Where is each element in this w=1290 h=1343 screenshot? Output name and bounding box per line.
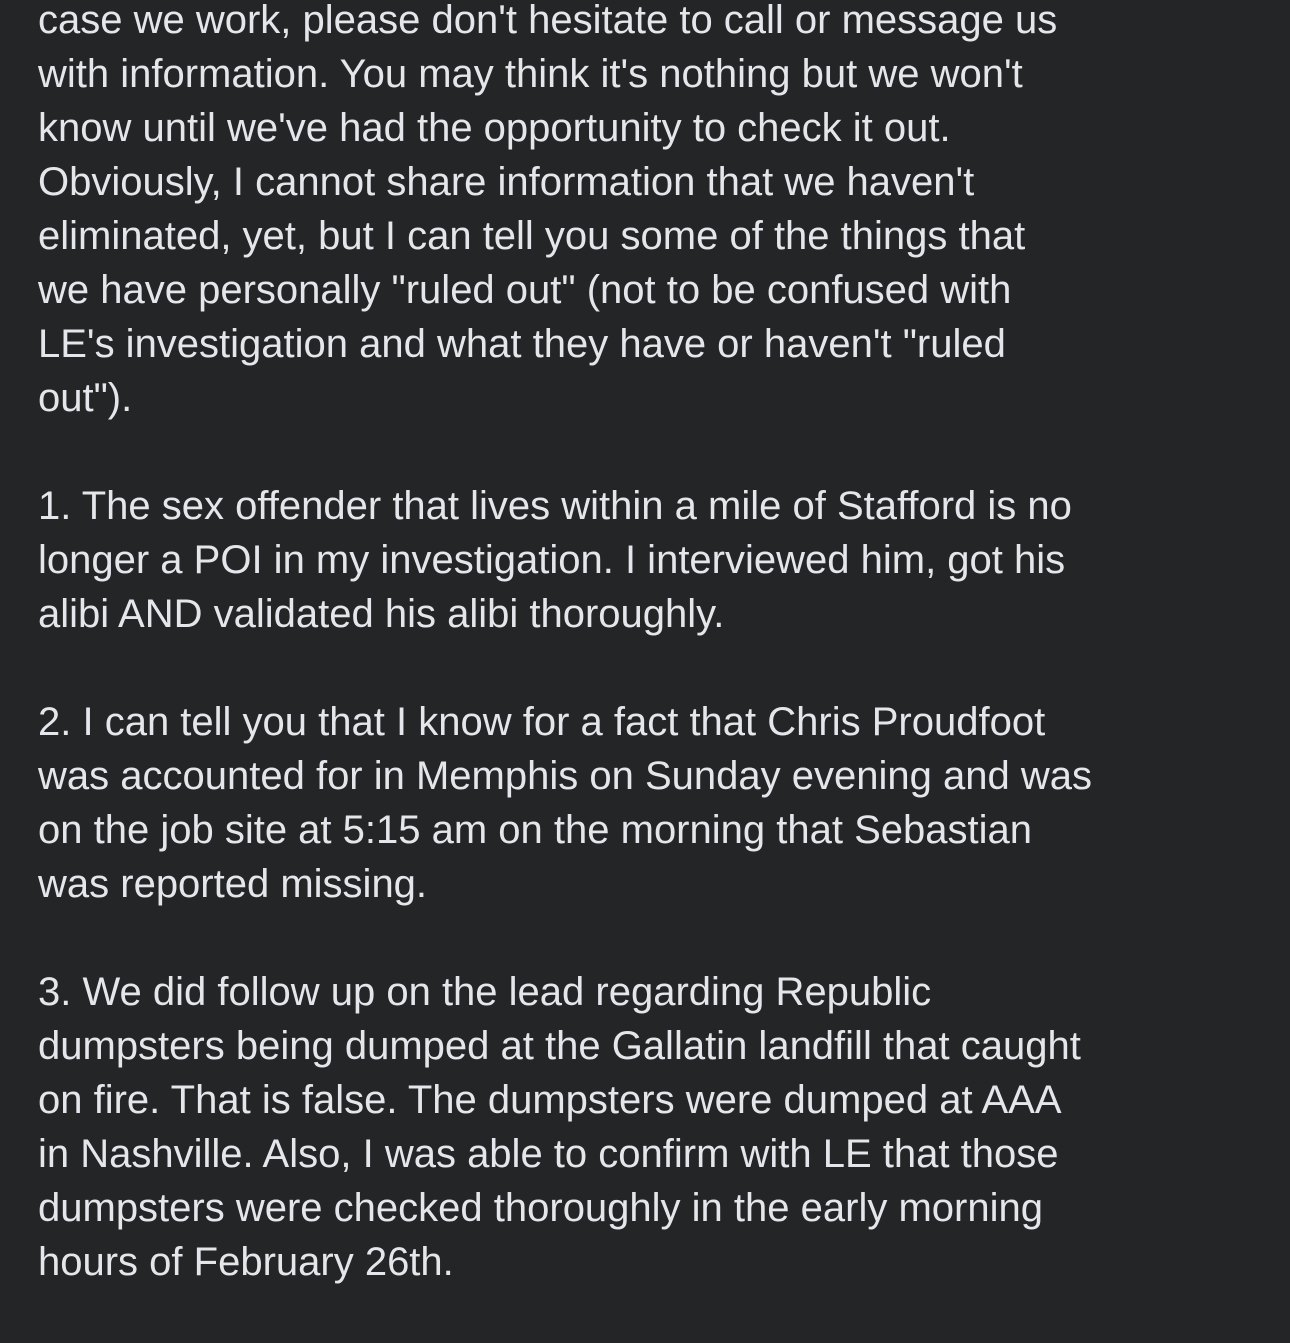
text-line: alibi AND validated his alibi thoroughly. xyxy=(38,592,725,636)
text-line: 1. The sex offender that lives within a mile of Stafford is no xyxy=(38,484,1072,528)
text-line: 3. We did follow up on the lead regarding Republic xyxy=(38,970,932,1014)
post-paragraph xyxy=(38,479,1278,641)
text-line: longer a POI in my investigation. I interviewed him, got his xyxy=(38,538,1066,582)
text-line: Obviously, I cannot share information that we haven't xyxy=(38,160,975,204)
text-line: on fire. That is false. The dumpsters were dumped at AAA xyxy=(38,1078,1062,1122)
text-line: dumpsters were checked thoroughly in the early morning xyxy=(38,1186,1043,1230)
post-paragraph xyxy=(38,0,1278,425)
text-line: was reported missing. xyxy=(38,862,428,906)
post-body xyxy=(38,0,1278,1343)
text-line: 2. I can tell you that I know for a fact that Chris Proudfoot xyxy=(38,700,1046,744)
text-line: in Nashville. Also, I was able to confirm with LE that those xyxy=(38,1132,1059,1176)
text-line: we have personally "ruled out" (not to be confused with xyxy=(38,268,1012,312)
text-line: dumpsters being dumped at the Gallatin landfill that caught xyxy=(38,1024,1081,1068)
text-line: eliminated, yet, but I can tell you some of the things that xyxy=(38,214,1026,258)
text-line: on the job site at 5:15 am on the morning that Sebastian xyxy=(38,808,1032,852)
text-line: case we work, please don't hesitate to call or message us xyxy=(38,0,1058,42)
text-line: know until we've had the opportunity to check it out. xyxy=(38,106,951,150)
text-line: out"). xyxy=(38,376,133,420)
post-paragraph xyxy=(38,965,1278,1289)
post-paragraph xyxy=(38,695,1278,911)
text-line: with information. You may think it's nothing but we won't xyxy=(38,52,1023,96)
text-line: was accounted for in Memphis on Sunday evening and was xyxy=(38,754,1092,798)
text-line: hours of February 26th. xyxy=(38,1240,454,1284)
text-line: LE's investigation and what they have or haven't "ruled xyxy=(38,322,1006,366)
